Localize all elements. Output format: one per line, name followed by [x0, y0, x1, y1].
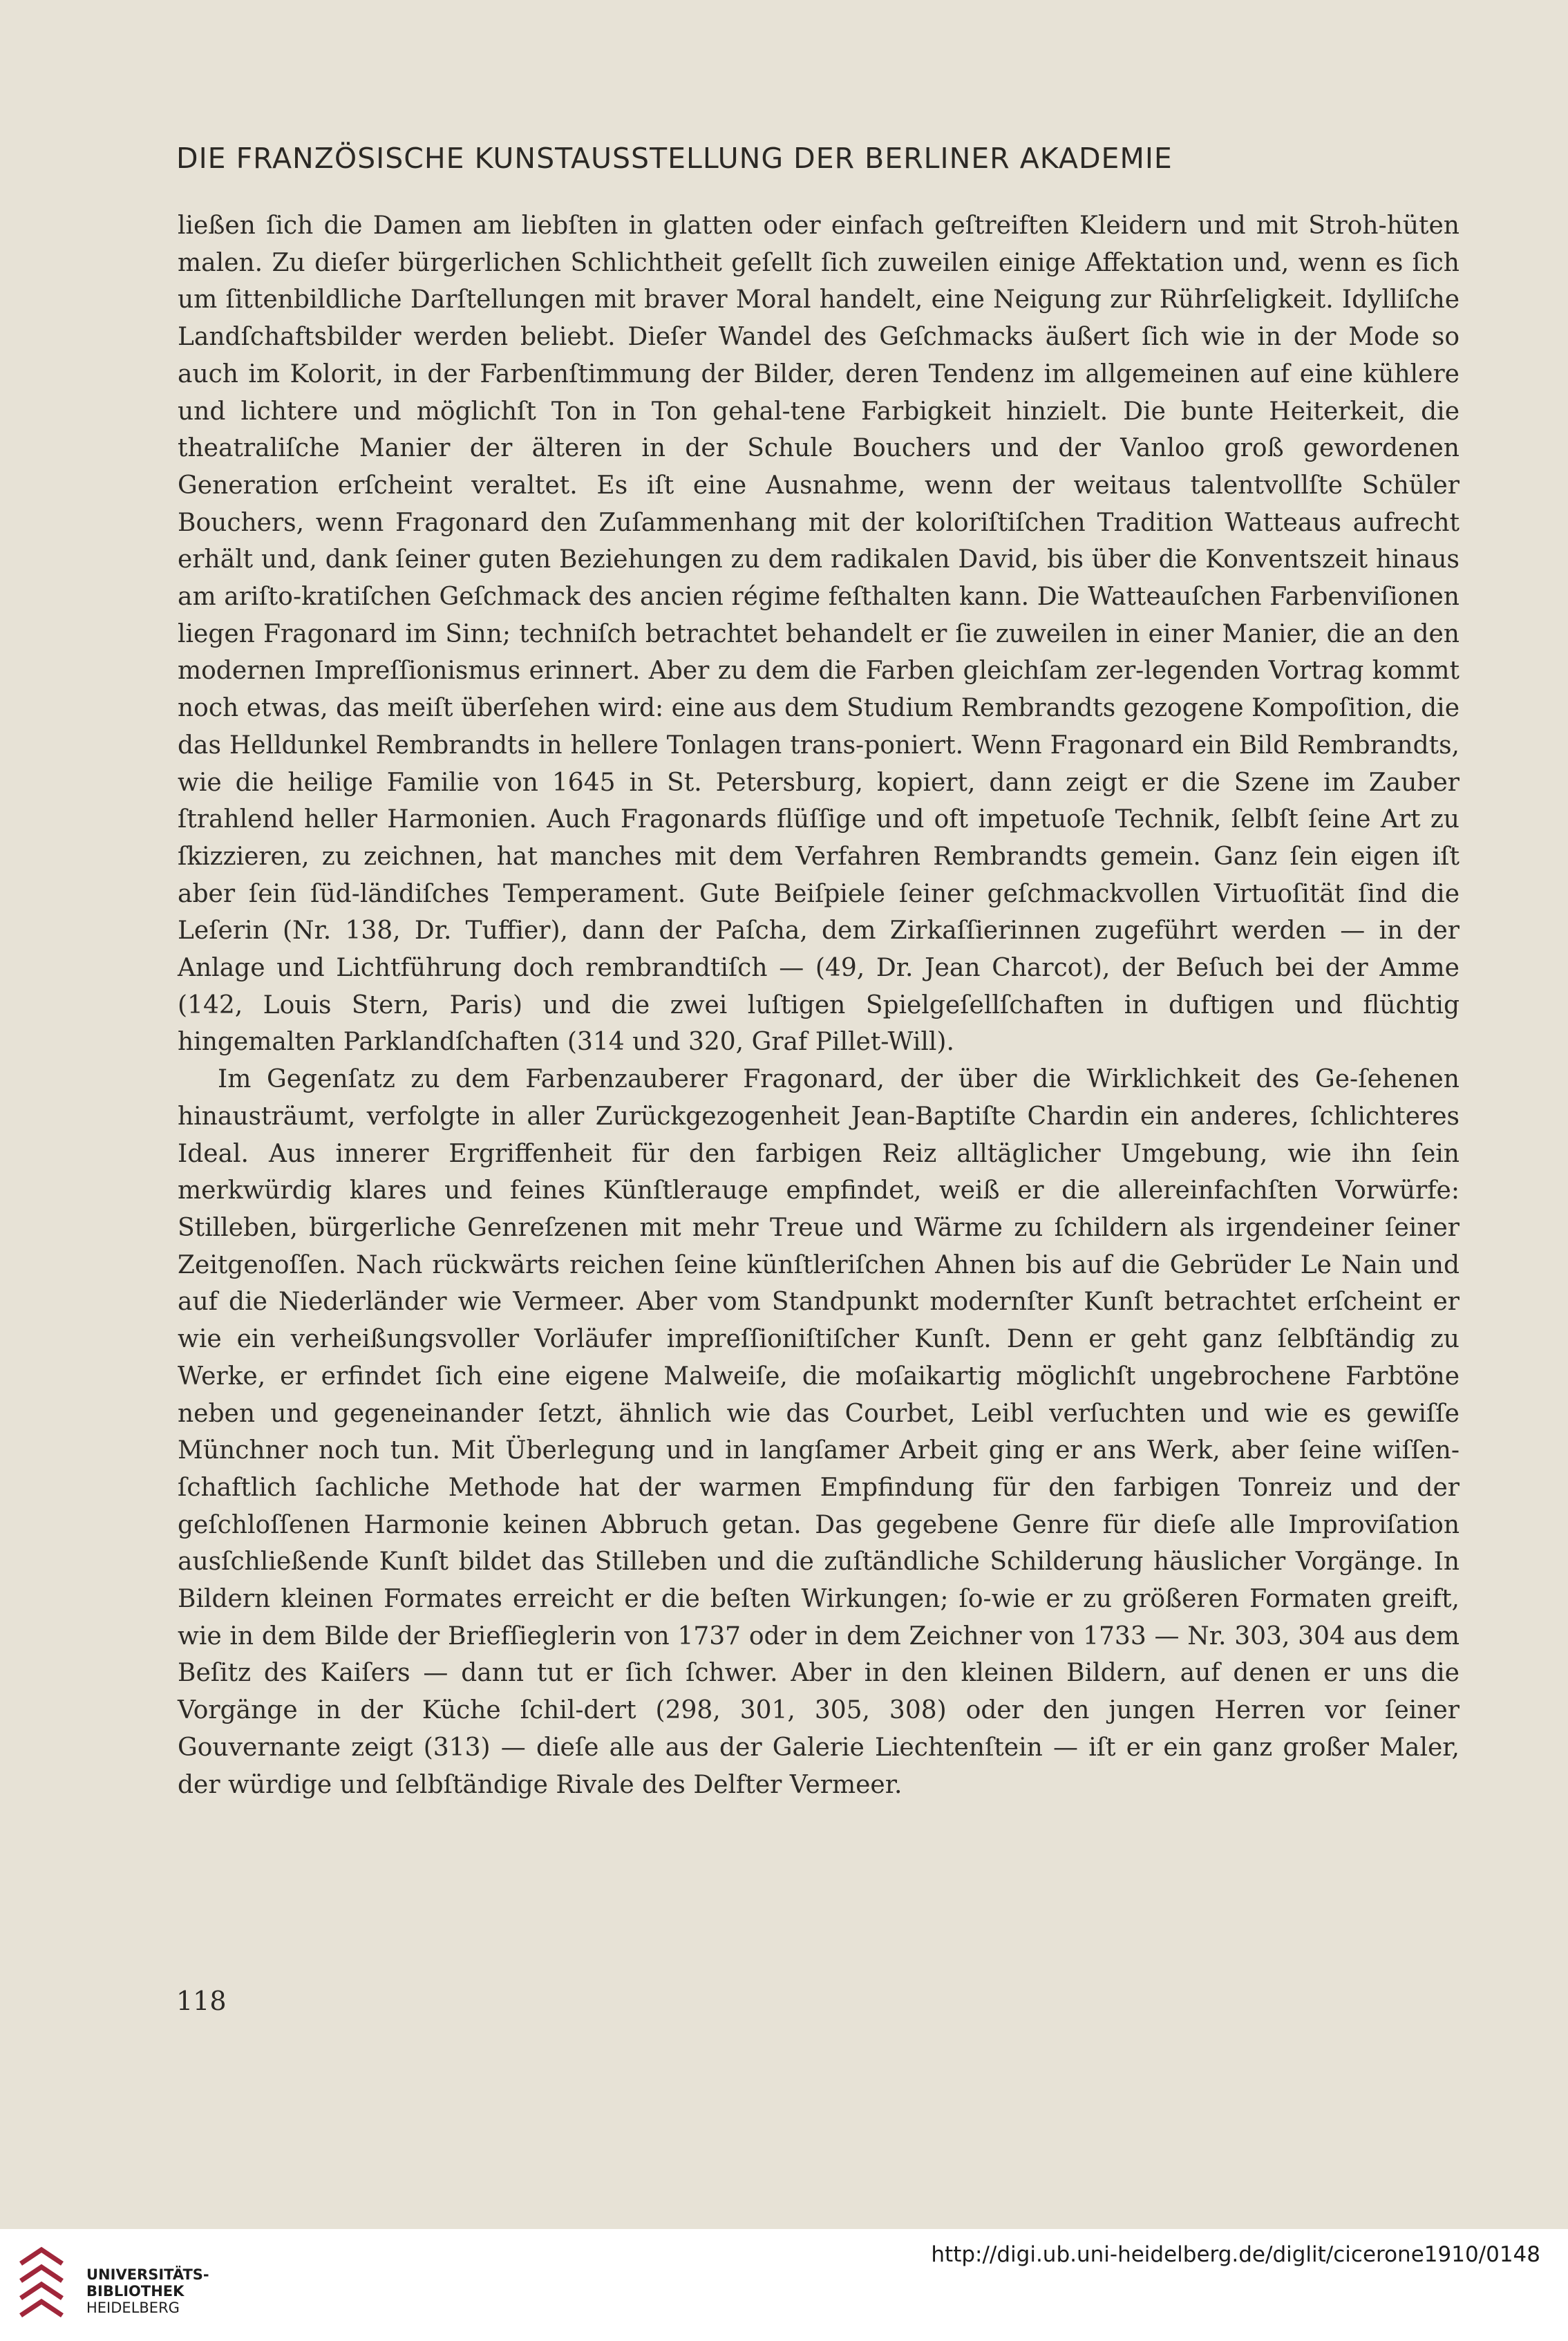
running-header: DIE FRANZÖSISCHE KUNSTAUSSTELLUNG DER BERLINER AKADEMIE: [176, 142, 1173, 175]
library-logo[interactable]: [14, 2243, 249, 2326]
paragraph-2: Im Gegenſatz zu dem Farbenzauberer Fragonard, der über die Wirklichkeit des Ge-ſehenen hinausträumt, verfolgte in aller Zurückgezogenheit Jean-Baptiſte Chardin ein anderes, ſchlichteres Ideal. Aus innerer Ergriffenheit für den farbigen Reiz alltäglicher Umgebung, wie ihn ſein merkwürdig klares und feines Künſtlerauge empfindet, weiß er die allereinfachſten Vorwürfe: Stilleben, bürgerliche Genreſzenen mit mehr Treue und Wärme zu ſchildern als irgendeiner ſeiner Zeitgenoſſen. Nach rückwärts reichen ſeine künſtleriſchen Ahnen bis auf die Gebrüder Le Nain und auf die Niederländer wie Vermeer. Aber vom Standpunkt modernſter Kunſt betrachtet erſcheint er wie ein verheißungsvoller Vorläufer impreſſioniſtiſcher Kunſt. Denn er geht ganz ſelbſtändig zu Werke, er erfindet ſich eine eigene Malweiſe, die moſaikartig möglichſt ungebrochene Farbtöne neben und gegeneinander ſetzt, ähnlich wie das Courbet, Leibl verſuchten und wie es gewiſſe Münchner noch tun. Mit Überlegung und in langſamer Arbeit ging er ans Werk, aber ſeine wiſſen-ſchaftlich ſachliche Methode hat der warmen Empfindung für den farbigen Tonreiz und der geſchloſſenen Harmonie keinen Abbruch getan. Das gegebene Genre für dieſe alle Improviſation ausſchließende Kunſt bildet das Stilleben und die zuſtändliche Schilderung häuslicher Vorgänge. In Bildern kleinen Formates erreicht er die beſten Wirkungen; ſo-wie er zu größeren Formaten greift, wie in dem Bilde der Briefſieglerin von 1737 oder in dem Zeichner von 1733 — Nr. 303, 304 aus dem Beſitz des Kaiſers — dann tut er ſich ſchwer. Aber in den kleinen Bildern, auf denen er uns die Vorgänge in der Küche ſchil-dert (298, 301, 305, 308) oder den jungen Herren vor ſeiner Gouvernante zeigt (313) — dieſe alle aus der Galerie Liechtenſtein — iſt er ein ganz großer Maler, der würdige und ſelbſtändige Rivale des Delfter Vermeer.: [178, 1065, 1460, 1799]
library-emblem-icon: [14, 2243, 76, 2326]
library-name: [86, 2266, 209, 2316]
library-name-line-3: HEIDELBERG: [86, 2300, 180, 2316]
source-url-link[interactable]: http://digi.ub.uni-heidelberg.de/diglit/cicerone1910/0148: [931, 2242, 1540, 2267]
article-body: [178, 207, 1460, 1803]
library-name-line-2: BIBLIOTHEK: [86, 2283, 185, 2300]
paragraph-1: ließen ſich die Damen am liebſten in glatten oder einfach geſtreiften Kleidern und mit Stroh-hüten malen. Zu dieſer bürgerlichen Schlichtheit geſellt ſich zuweilen einige Affektation und, wenn es ſich um ſittenbildliche Darſtellungen mit braver Moral handelt, eine Neigung zur Rührſeligkeit. Idylliſche Landſchaftsbilder werden beliebt. Dieſer Wandel des Geſchmacks äußert ſich wie in der Mode so auch im Kolorit, in der Farbenſtimmung der Bilder, deren Tendenz im allgemeinen auf eine kühlere und lichtere und möglichſt Ton in Ton gehal-tene Farbigkeit hinzielt. Die bunte Heiterkeit, die theatraliſche Manier der älteren in der Schule Bouchers und der Vanloo groß gewordenen Generation erſcheint veraltet. Es iſt eine Ausnahme, wenn der weitaus talentvollſte Schüler Bouchers, wenn Fragonard den Zuſammenhang mit der koloriſtiſchen Tradition Watteaus aufrecht erhält und, dank ſeiner guten Beziehungen zu dem radikalen David, bis über die Konventszeit hinaus am ariſto-kratiſchen Geſchmack des ancien régime feſthalten kann. Die Watteauſchen Farbenviſionen liegen Fragonard im Sinn; techniſch betrachtet behandelt er ſie zuweilen in einer Manier, die an den modernen Impreſſionismus erinnert. Aber zu dem die Farben gleichſam zer-legenden Vortrag kommt noch etwas, das meiſt überſehen wird: eine aus dem Studium Rembrandts gezogene Kompoſition, die das Helldunkel Rembrandts in hellere Tonlagen trans-poniert. Wenn Fragonard ein Bild Rembrandts, wie die heilige Familie von 1645 in St. Petersburg, kopiert, dann zeigt er die Szene im Zauber ſtrahlend heller Harmonien. Auch Fragonards flüſſige und oft impetuoſe Technik, ſelbſt ſeine Art zu ſkizzieren, zu zeichnen, hat manches mit dem Verfahren Rembrandts gemein. Ganz ſein eigen iſt aber ſein ſüd-ländiſches Temperament. Gute Beiſpiele ſeiner geſchmackvollen Virtuoſität ſind die Leſerin (Nr. 138, Dr. Tuffier), dann der Paſcha, dem Zirkaſſierinnen zugeführt werden — in der Anlage und Lichtführung doch rembrandtiſch — (49, Dr. Jean Charcot), der Beſuch bei der Amme (142, Louis Stern, Paris) und die zwei luſtigen Spielgeſellſchaften in duftigen und flüchtig hingemalten Parklandſchaften (314 und 320, Graf Pillet-Will).: [178, 211, 1460, 1057]
page-number: 118: [176, 1986, 227, 2016]
library-name-line-1: UNIVERSITÄTS-: [86, 2266, 209, 2283]
